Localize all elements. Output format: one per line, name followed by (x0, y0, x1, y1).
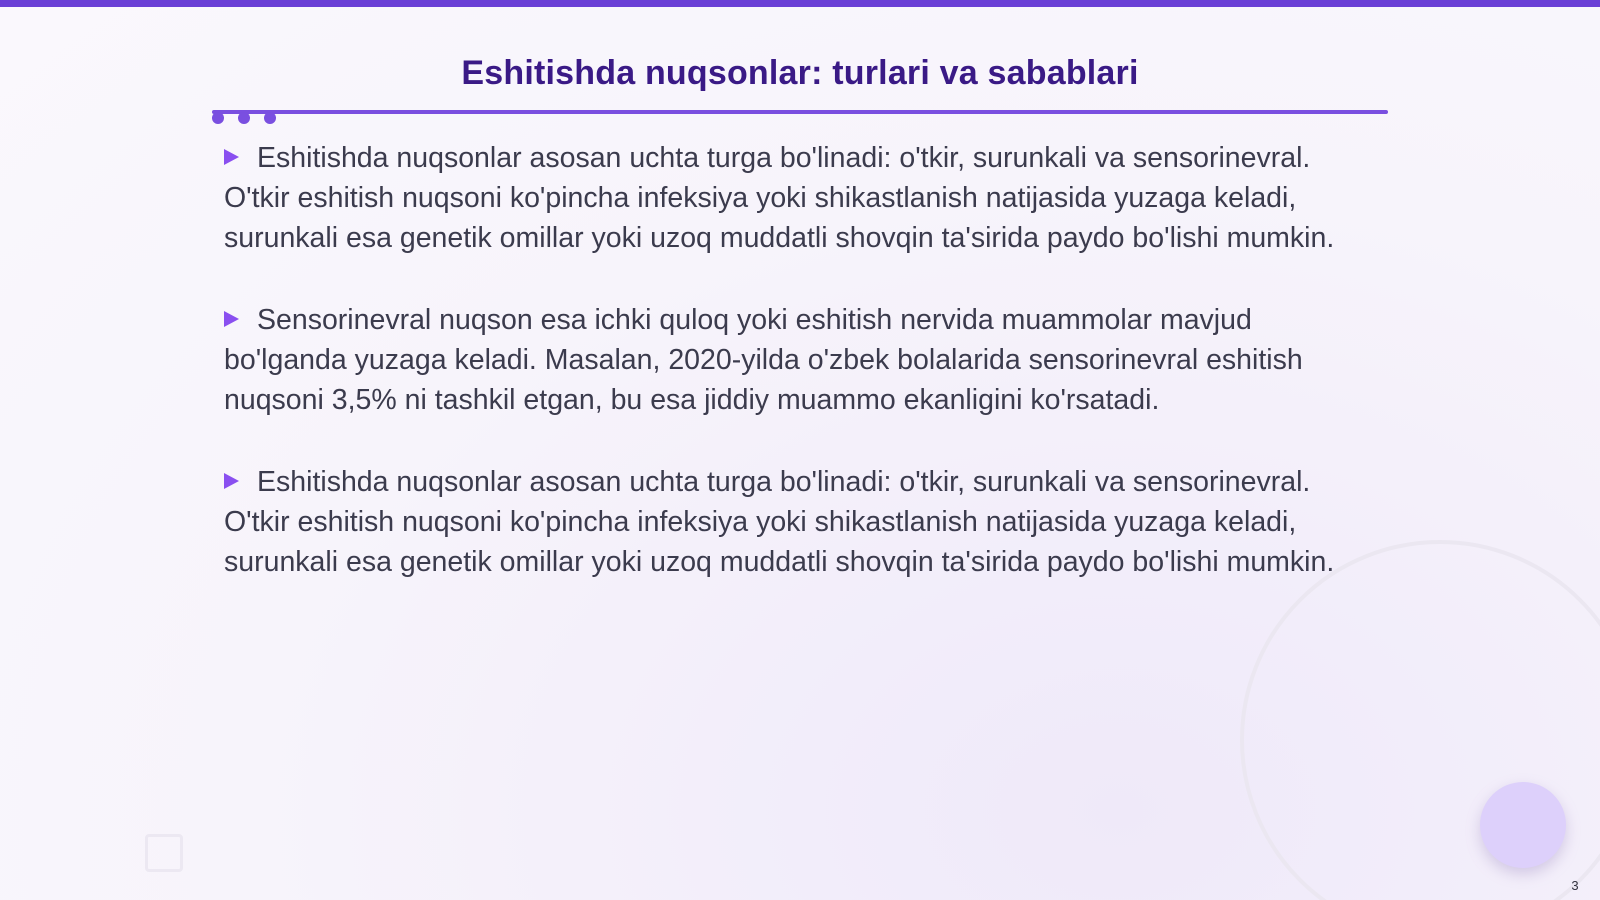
paragraph-text: Sensorinevral nuqson esa ichki quloq yoki eshitish nervida muammolar mavjud bo'lganda yuzaga keladi. Masalan, 2020-yilda o'zbek bolalarida sensorinevral eshitish nuqsoni 3,5% ni tashkil etgan, bu esa jiddiy muammo ekanligini ko'rsatadi. (224, 304, 1303, 416)
triangle-right-icon (224, 311, 239, 327)
bullet-paragraph-1 (224, 138, 1374, 258)
paragraph-text: Eshitishda nuqsonlar asosan uchta turga bo'linadi: o'tkir, surunkali va sensorinevral. O'tkir eshitish nuqsoni ko'pincha infeksiya yoki shikastlanish natijasida yuzaga keladi, surunkali esa genetik omillar yoki uzoq muddatli shovqin ta'sirida paydo bo'lishi mumkin. (224, 142, 1335, 254)
decorative-circle (1480, 782, 1566, 868)
bullet-paragraph-2 (224, 300, 1374, 420)
dot-3 (264, 112, 276, 124)
dot-1 (212, 112, 224, 124)
paragraph-text: Eshitishda nuqsonlar asosan uchta turga bo'linadi: o'tkir, surunkali va sensorinevral. O'tkir eshitish nuqsoni ko'pincha infeksiya yoki shikastlanish natijasida yuzaga keladi, surunkali esa genetik omillar yoki uzoq muddatli shovqin ta'sirida paydo bo'lishi mumkin. (224, 466, 1335, 578)
bullet-list (224, 138, 1374, 624)
dot-2 (238, 112, 250, 124)
title-underline (212, 110, 1388, 114)
page-number: 3 (1571, 878, 1579, 893)
bullet-paragraph-3 (224, 462, 1374, 582)
slide-title: Eshitishda nuqsonlar: turlari va sabablari (461, 54, 1139, 92)
triangle-right-icon (224, 473, 239, 489)
top-accent-bar (0, 0, 1600, 7)
decorative-square (145, 834, 183, 872)
title-dots-decoration (212, 112, 282, 126)
triangle-right-icon (224, 149, 239, 165)
